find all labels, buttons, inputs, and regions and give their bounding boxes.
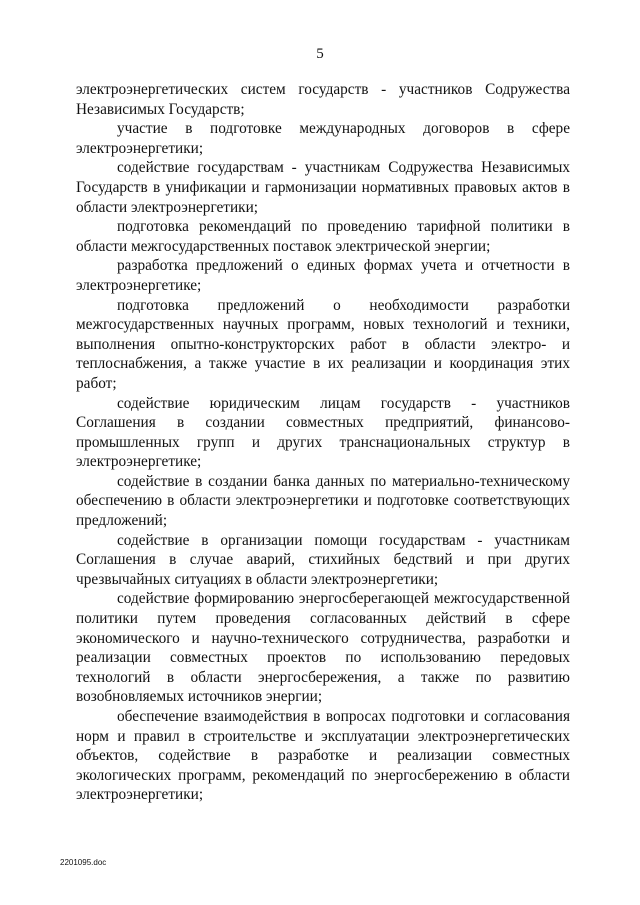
paragraph: содействие в организации помощи государствам - участникам Соглашения в случае аварий, стихийных бедствий и при других чрезвычайных ситуациях в области электроэнергетики; bbox=[76, 531, 570, 588]
paragraph: обеспечение взаимодействия в вопросах подготовки и согласования норм и правил в строительстве и эксплуатации электроэнергетических объектов, содействие в разработке и реализации совместных экологических программ, рекомендаций по энергосбережению в области электроэнергетики; bbox=[76, 708, 570, 804]
paragraph: содействие формированию энергосберегающей межгосударственной политики путем проведения согласованных действий в сфере экономического и научно-технического сотрудничества, разработки и реализации совместных проектов по использованию передовых технологий в области энергосбережения, а также по развитию возобновляемых источников энергии; bbox=[76, 590, 570, 706]
paragraph: содействие государствам - участникам Содружества Независимых Государств в унификации и гармонизации нормативных правовых актов в области электроэнергетики; bbox=[76, 159, 570, 216]
paragraph: содействие юридическим лицам государств - участников Соглашения в создании совместных предприятий, финансово-промышленных групп и других транснациональных структур в электроэнергетике; bbox=[76, 394, 570, 471]
paragraph: разработка предложений о единых формах учета и отчетности в электроэнергетике; bbox=[76, 257, 570, 294]
paragraph: содействие в создании банка данных по материально-техническому обеспечению в области электроэнергетики и подготовке соответствующих предложений; bbox=[76, 472, 570, 530]
paragraph: подготовка предложений о необходимости разработки межгосударственных научных программ, новых технологий и техники, выполнения опытно-конструкторских работ в области электро- и теплоснабжения, а также участие в их реализации и координация этих работ; bbox=[76, 296, 570, 392]
paragraph: подготовка рекомендаций по проведению тарифной политики в области межгосударственных поставок электрической энергии; bbox=[76, 218, 570, 255]
document-body bbox=[76, 80, 570, 805]
paragraph: участие в подготовке международных договоров в сфере электроэнергетики; bbox=[76, 120, 570, 157]
page-number: 5 bbox=[316, 46, 324, 62]
paragraph: электроэнергетических систем государств - участников Содружества Независимых Государств; bbox=[76, 81, 570, 118]
footer-filename: 2201095.doc bbox=[60, 858, 107, 867]
